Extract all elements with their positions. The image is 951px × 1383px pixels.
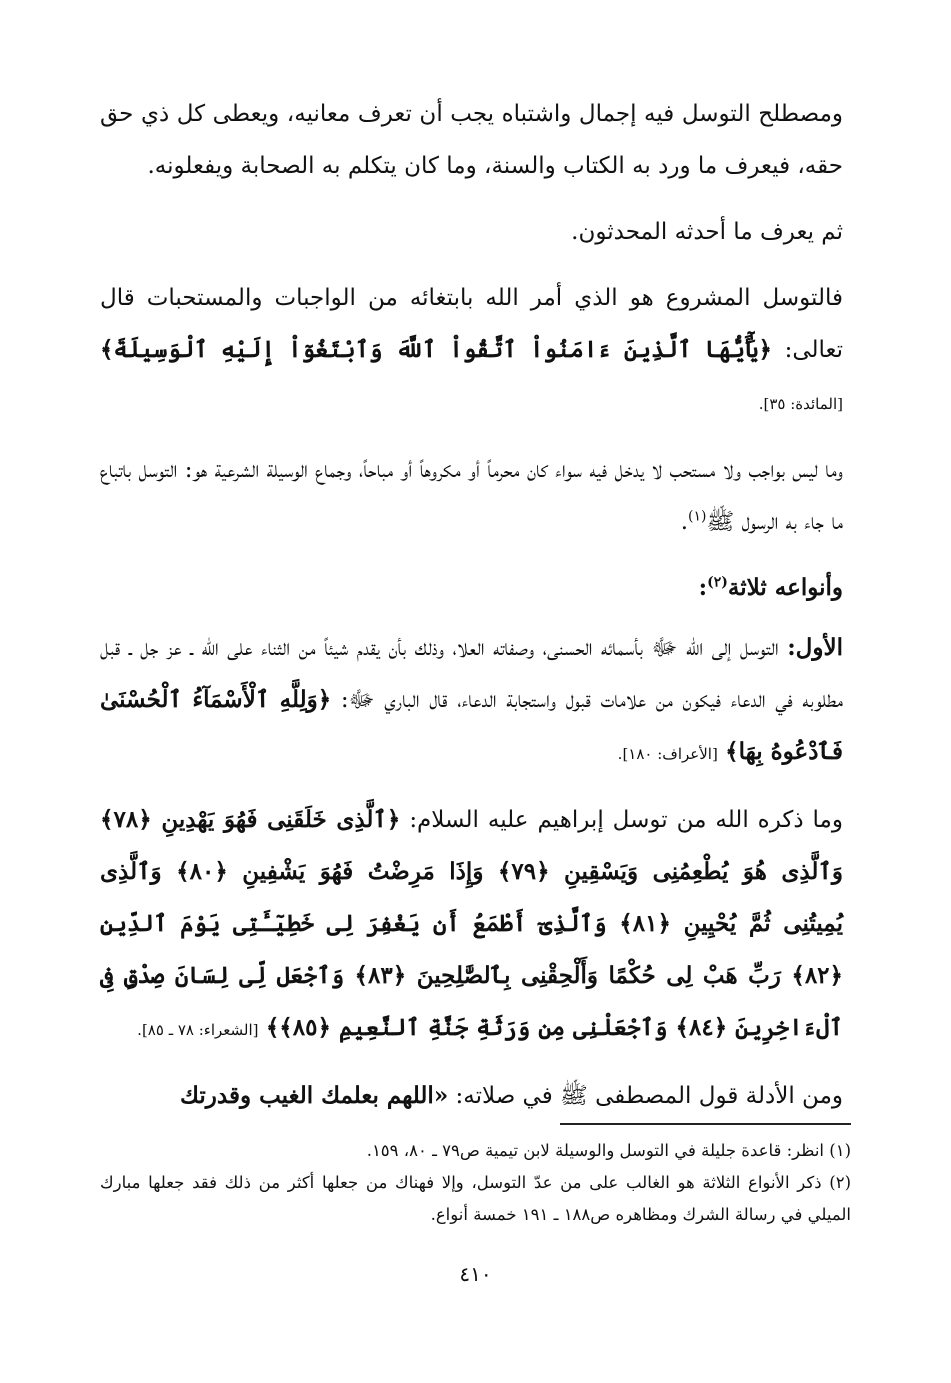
- verse-reference: [الشعراء: ٧٨ ـ ٨٥].: [137, 1021, 259, 1039]
- quran-verse: ﴿يَٰٓأَيُّهَا ٱلَّذِينَ ءَامَنُواْ ٱتَّقُواْ ٱللَّهَ وَٱبْتَغُوٓاْ إِلَيْهِ ٱلْوَسِيلَةَ﴾: [100, 336, 773, 363]
- paragraph-text: ومصطلح التوسل فيه إجمال واشتباه يجب أن تعرف معانيه، ويعطى كل ذي حق حقه، فيعرف ما ورد به الكتاب والسنة، وما كان يتكلم به الصحابة ويفعلونه.: [100, 101, 843, 179]
- hadith-quote: «اللهم بعلمك الغيب وقدرتك: [180, 1082, 449, 1109]
- footnote-marker-2: (٢): [707, 574, 728, 591]
- verse-reference: [الأعراف: ١٨٠].: [617, 745, 718, 763]
- paragraph-text: وما ذكره الله من توسل إبراهيم عليه السلام:: [409, 807, 843, 833]
- heading-text: وأنواعه ثلاثة: [727, 574, 843, 601]
- footnote-marker-1: (١): [688, 508, 707, 525]
- page-number: ٤١٠: [459, 1262, 492, 1286]
- paragraph-not-obligatory: [100, 444, 843, 548]
- footnotes: [100, 1135, 851, 1231]
- heading-colon: :: [698, 574, 708, 601]
- main-text: [100, 88, 843, 1136]
- quran-verse: ﴿ٱلَّذِى خَلَقَنِى فَهُوَ يَهْدِينِ ﴿٧٨﴾ وَٱلَّذِى هُوَ يُطْعِمُنِى وَيَسْقِينِ ﴿٧٩﴾ وَإِذَا مَرِضْتُ فَهُوَ يَشْفِينِ ﴿٨٠﴾ وَٱلَّذِى يُمِيتُنِى ثُمَّ يُحْيِينِ ﴿٨١﴾ وَٱلَّذِىٓ أَطْمَعُ أَن يَغْفِرَ لِى خَطِيٓـَٔتِى يَوْمَ ٱلدِّينِ ﴿٨٢﴾ رَبِّ هَبْ لِى حُكْمًا وَأَلْحِقْنِى بِٱلصَّٰلِحِينَ ﴿٨٣﴾ وَٱجْعَل لِّى لِسَانَ صِدْقٍ فِى ٱلْءَاخِرِينَ ﴿٨٤﴾ وَٱجْعَلْنِى مِن وَرَثَةِ جَنَّةِ ٱلنَّعِيمِ ﴿٨٥﴾﴾: [100, 806, 844, 1041]
- quran-verse: ﴿وَلِلَّهِ ٱلْأَسْمَآءُ ٱلْحُسْنَىٰ فَٱدْعُوهُ بِهَا﴾: [100, 686, 843, 765]
- paragraph-legitimate-tawassul: [100, 272, 843, 430]
- footnote-1: (١) انظر: قاعدة جليلة في التوسل والوسيلة لابن تيمية ص٧٩ ـ ٨٠، ١٥٩.: [366, 1141, 851, 1160]
- paragraph-innovations: [100, 206, 843, 258]
- paragraph-term-tawassul: [100, 88, 843, 192]
- paragraph-text: التوسل إلى الله ﷻ بأسمائه الحسنى، وصفاته العلا، وذلك بأن يقدم شيئاً من الثناء على الله ـ عز جل ـ قبل مطلوبه في الدعاء فيكون من علامات قبول واستجابة الدعاء، قال الباري ﷻ:: [100, 635, 844, 713]
- paragraph-text: وما ليس بواجب ولا مستحب لا يدخل فيه سواء كان محرماً أو مكروهاً أو مباحاً، وجماع الوسيلة الشرعية هو: التوسل باتباع ما جاء به الرسول ﷺ: [100, 457, 843, 535]
- paragraph-text: ومن الأدلة قول المصطفى ﷺ في صلاته:: [455, 1083, 843, 1109]
- paragraph-end: .: [680, 509, 689, 535]
- paragraph-first-type: [100, 622, 843, 780]
- paragraph-ibrahim: [100, 794, 843, 1056]
- section-heading-types: [100, 562, 843, 614]
- paragraph-text: ثم يعرف ما أحدثه المحدثون.: [571, 219, 843, 245]
- paragraph-evidence: [100, 1070, 843, 1122]
- footnote-2: (٢) ذكر الأنواع الثلاثة هو الغالب على من عدّ التوسل، وإلا فهناك من جعلها أكثر من ذلك فقد جعلها مبارك الميلي في رسالة الشرك ومظاهره ص١٨٨ ـ ١٩١ خمسة أنواع.: [100, 1173, 851, 1224]
- footnote-separator: [560, 1123, 851, 1125]
- paragraph-text: فالتوسل المشروع هو الذي أمر الله بابتغائه من الواجبات والمستحبات قال تعالى:: [100, 285, 844, 363]
- verse-reference: [المائدة: ٣٥].: [758, 395, 843, 413]
- first-type-label: الأول:: [787, 634, 844, 661]
